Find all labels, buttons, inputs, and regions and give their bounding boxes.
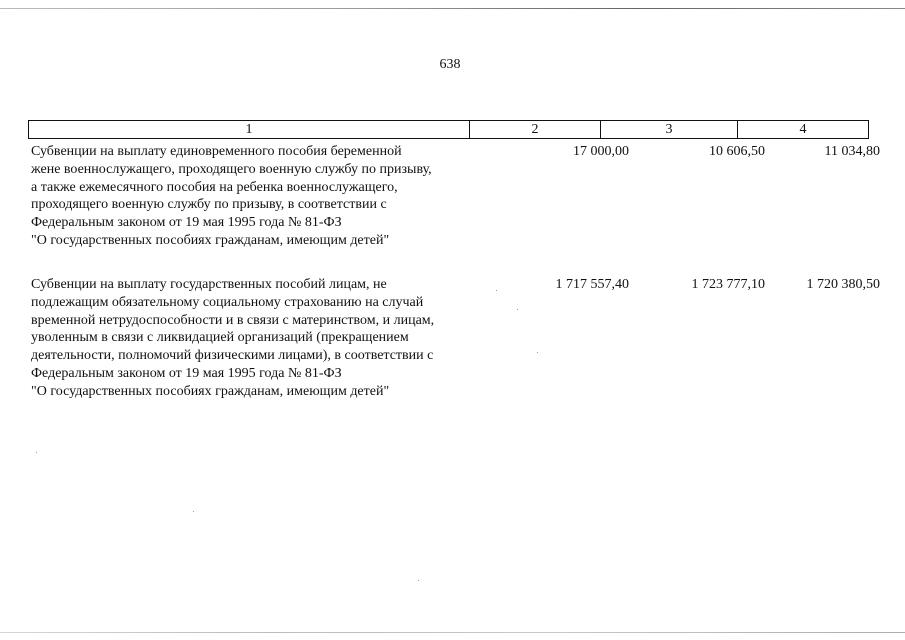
- page-number: 638: [439, 57, 461, 72]
- scan-speck: [418, 580, 419, 581]
- description-line: деятельности, полномочий физическими лицами), в соответствии с: [31, 348, 434, 364]
- value-column-2: 1 717 557,40: [555, 277, 629, 292]
- description-line: уволенным в связи с ликвидацией организаций (прекращением: [31, 330, 409, 346]
- description-line: проходящего военную службу по призыву, в соответствии с: [31, 197, 387, 213]
- row-description: [31, 143, 476, 250]
- column-number-header: [28, 120, 869, 139]
- value-column-2: 17 000,00: [573, 144, 629, 159]
- scan-edge-top: [0, 8, 905, 9]
- column-header-1: 1: [29, 121, 470, 139]
- scan-speck: [517, 309, 518, 310]
- scan-speck: [36, 452, 37, 453]
- description-line: жене военнослужащего, проходящего военную службу по призыву,: [31, 161, 432, 177]
- value-column-3: 10 606,50: [709, 144, 765, 159]
- column-header-2: 2: [470, 121, 601, 139]
- scan-speck: [193, 511, 194, 512]
- value-column-4: 11 034,80: [824, 144, 880, 159]
- value-column-3: 1 723 777,10: [691, 277, 765, 292]
- description-line: "О государственных пособиях гражданам, имеющим детей": [31, 383, 390, 399]
- column-header-4: 4: [738, 121, 869, 139]
- description-line: Федеральным законом от 19 мая 1995 года № 81-ФЗ: [31, 365, 342, 381]
- description-line: подлежащим обязательному социальному страхованию на случай: [31, 294, 424, 310]
- description-line: а также ежемесячного пособия на ребенка военнослужащего,: [31, 179, 398, 195]
- column-header-3: 3: [601, 121, 738, 139]
- scan-edge-bottom: [0, 632, 905, 633]
- description-line: временной нетрудоспособности и в связи с материнством, и лицам,: [31, 312, 435, 328]
- description-line: "О государственных пособиях гражданам, имеющим детей": [31, 232, 390, 248]
- description-line: Субвенции на выплату единовременного пособия беременной: [31, 144, 402, 159]
- scan-speck: [496, 290, 497, 291]
- scan-speck: [537, 352, 538, 353]
- description-line: Субвенции на выплату государственных пособий лицам, не: [31, 277, 387, 292]
- row-description: [31, 276, 476, 401]
- value-column-4: 1 720 380,50: [806, 277, 880, 292]
- description-line: Федеральным законом от 19 мая 1995 года № 81-ФЗ: [31, 215, 342, 231]
